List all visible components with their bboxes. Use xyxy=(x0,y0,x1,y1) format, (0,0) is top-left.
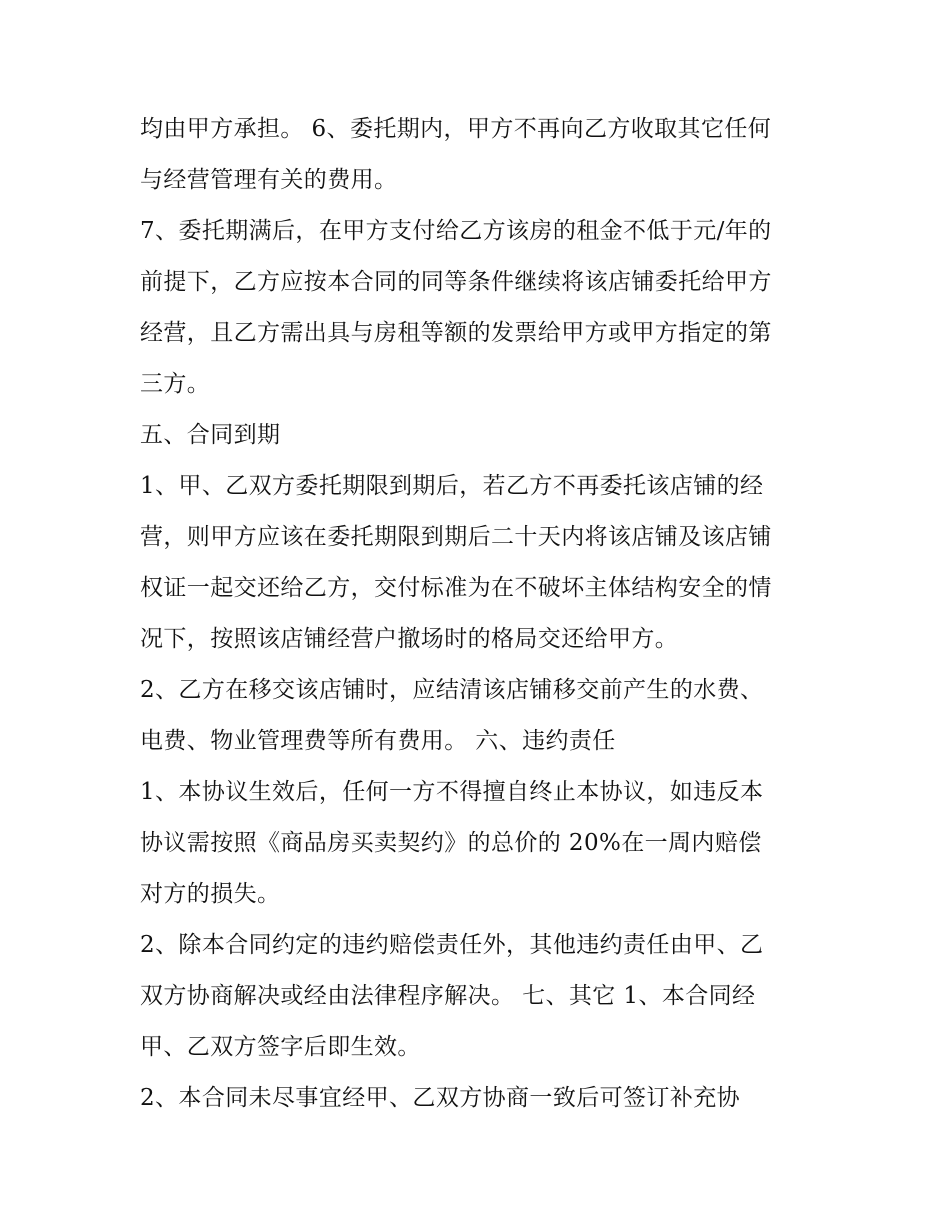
text-line: 2、本合同未尽事宜经甲、乙双方协商一致后可签订补充协 xyxy=(140,1085,741,1111)
text-line: 三方。 xyxy=(140,371,211,397)
text-line: 双方协商解决或经由法律程序解决。 七、其它 1、本合同经 xyxy=(140,983,756,1009)
document-body xyxy=(140,104,820,1124)
text-line: 2、除本合同约定的违约赔偿责任外，其他违约责任由甲、乙 xyxy=(140,932,764,958)
text-line: 对方的损失。 xyxy=(140,881,281,907)
section-heading: 五、合同到期 xyxy=(140,422,281,448)
text-line: 营，则甲方应该在委托期限到期后二十天内将该店铺及该店铺 xyxy=(140,524,772,550)
text-line: 均由甲方承担。 6、委托期内，甲方不再向乙方收取其它任何 xyxy=(140,116,772,142)
text-line: 前提下，乙方应按本合同的同等条件继续将该店铺委托给甲方 xyxy=(140,269,772,295)
text-line: 电费、物业管理费等所有费用。 六、违约责任 xyxy=(140,728,616,754)
text-line: 与经营管理有关的费用。 xyxy=(140,167,398,193)
text-line: 权证一起交还给乙方，交付标准为在不破坏主体结构安全的情 xyxy=(140,575,772,601)
text-line: 2、乙方在移交该店铺时，应结清该店铺移交前产生的水费、 xyxy=(140,677,764,703)
text-line: 1、甲、乙双方委托期限到期后，若乙方不再委托该店铺的经 xyxy=(140,473,764,499)
text-line: 况下，按照该店铺经营户撤场时的格局交还给甲方。 xyxy=(140,626,679,652)
text-line: 协议需按照《商品房买卖契约》的总价的 20%在一周内赔偿 xyxy=(140,830,762,856)
text-line: 7、委托期满后，在甲方支付给乙方该房的租金不低于元/年的 xyxy=(140,218,772,244)
text-line: 甲、乙双方签字后即生效。 xyxy=(140,1034,421,1060)
text-line: 1、本协议生效后，任何一方不得擅自终止本协议，如违反本 xyxy=(140,779,764,805)
text-line: 经营，且乙方需出具与房租等额的发票给甲方或甲方指定的第 xyxy=(140,320,772,346)
